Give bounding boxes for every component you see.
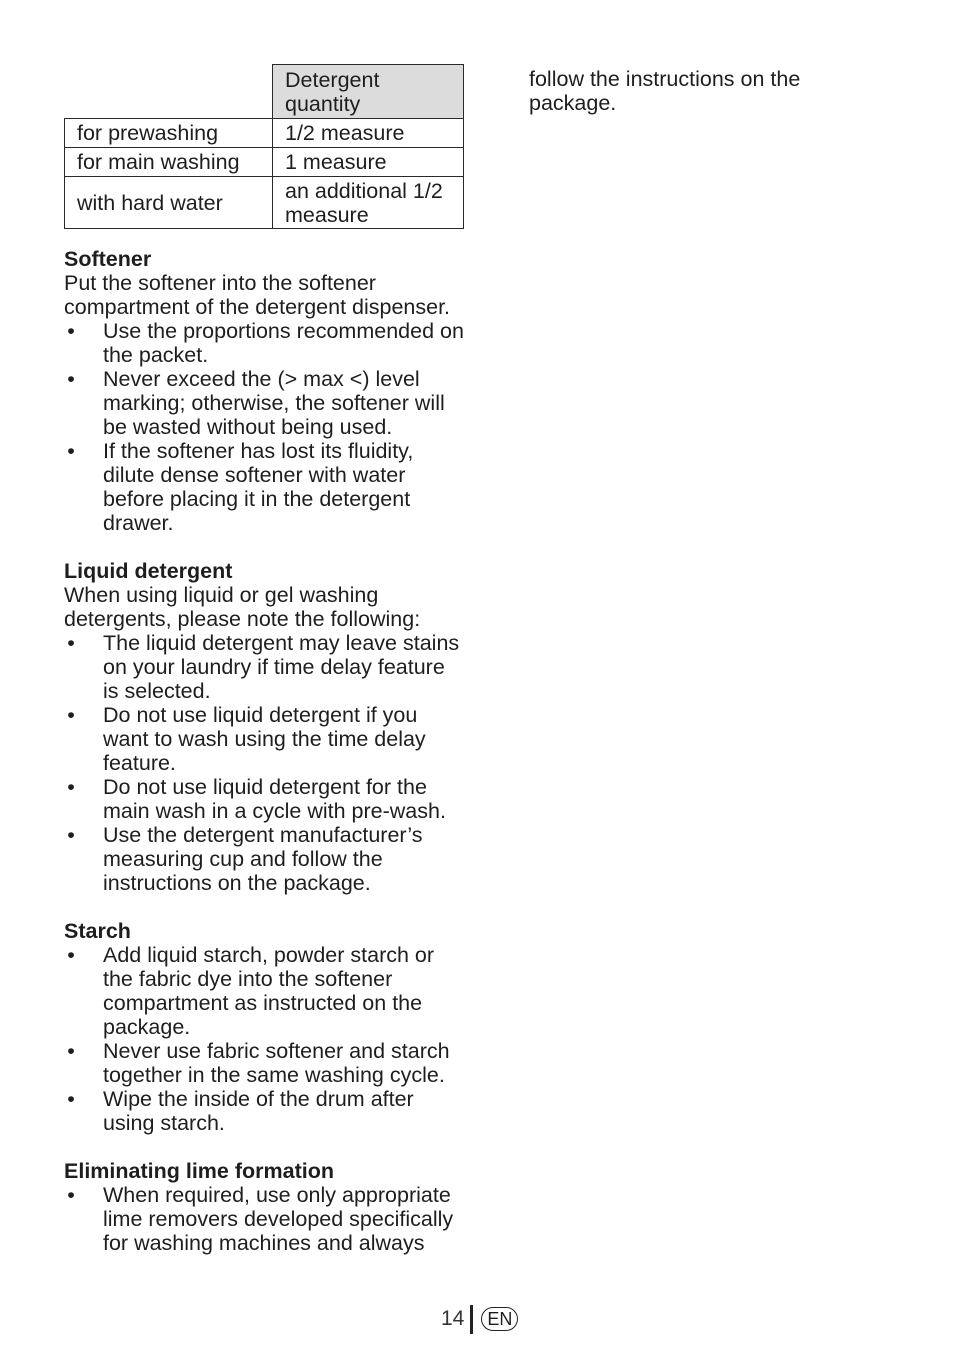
table-header-cell: Detergent quantity xyxy=(273,65,464,119)
table-row xyxy=(65,148,464,177)
table-header-row xyxy=(65,65,464,119)
table-row xyxy=(65,119,464,148)
table-row xyxy=(65,177,464,229)
list-item xyxy=(64,631,464,703)
footer-divider xyxy=(470,1305,473,1334)
list-item-text: Do not use liquid detergent if you want to wash using the time delay feature. xyxy=(103,703,426,775)
bullet-icon: • xyxy=(67,943,75,967)
table-row-label: for prewashing xyxy=(65,119,273,148)
softener-heading: Softener xyxy=(64,247,152,271)
list-item xyxy=(64,823,464,895)
list-item-text: Wipe the inside of the drum after using starch. xyxy=(103,1087,414,1135)
liquid-detergent-heading: Liquid detergent xyxy=(64,559,233,583)
list-item-text: Use the proportions recommended on the packet. xyxy=(103,319,464,367)
softener-section xyxy=(64,247,464,535)
table-empty-corner xyxy=(65,65,273,119)
starch-heading: Starch xyxy=(64,919,131,943)
liquid-detergent-section xyxy=(64,559,464,895)
bullet-icon: • xyxy=(67,1183,75,1207)
list-item xyxy=(64,775,464,823)
table-row-value: 1/2 measure xyxy=(273,119,464,148)
table-row-value: an additional 1/2 measure xyxy=(273,177,464,229)
list-item-text: If the softener has lost its fluidity, dilute dense softener with water before placing it in the detergent drawer. xyxy=(103,439,414,535)
bullet-icon: • xyxy=(67,775,75,799)
list-item-text: Do not use liquid detergent for the main wash in a cycle with pre-wash. xyxy=(103,775,446,823)
list-item-text: When required, use only appropriate lime removers developed specifically for washing machines and always xyxy=(103,1183,454,1255)
left-column xyxy=(64,64,464,1255)
list-item-text: The liquid detergent may leave stains on your laundry if time delay feature is selected. xyxy=(103,631,460,703)
list-item xyxy=(64,703,464,775)
detergent-quantity-table xyxy=(64,64,464,229)
right-column xyxy=(529,67,869,115)
bullet-icon: • xyxy=(67,1039,75,1063)
list-item xyxy=(64,319,464,367)
softener-intro: Put the softener into the softener compartment of the detergent dispenser. xyxy=(64,271,451,319)
list-item xyxy=(64,1087,464,1135)
bullet-icon: • xyxy=(67,631,75,655)
list-item xyxy=(64,1039,464,1087)
table-row-value: 1 measure xyxy=(273,148,464,177)
page-number: 14 xyxy=(441,1307,465,1330)
list-item xyxy=(64,1183,464,1255)
list-item xyxy=(64,439,464,535)
lime-section xyxy=(64,1159,464,1255)
list-item-text: Use the detergent manufacturer’s measuring cup and follow the instructions on the package. xyxy=(103,823,423,895)
language-badge: EN xyxy=(481,1307,518,1331)
bullet-icon: • xyxy=(67,823,75,847)
continuation-text: follow the instructions on the package. xyxy=(529,67,801,115)
lime-list xyxy=(64,1183,464,1255)
bullet-icon: • xyxy=(67,439,75,463)
lime-heading: Eliminating lime formation xyxy=(64,1159,334,1183)
starch-section xyxy=(64,919,464,1135)
list-item xyxy=(64,367,464,439)
bullet-icon: • xyxy=(67,367,75,391)
liquid-detergent-list xyxy=(64,631,464,895)
softener-list xyxy=(64,319,464,535)
list-item-text: Never exceed the (> max <) level marking; otherwise, the softener will be wasted without being used. xyxy=(103,367,445,439)
page-footer xyxy=(441,1305,518,1333)
bullet-icon: • xyxy=(67,1087,75,1111)
bullet-icon: • xyxy=(67,703,75,727)
liquid-detergent-intro: When using liquid or gel washing detergents, please note the following: xyxy=(64,583,421,631)
bullet-icon: • xyxy=(67,319,75,343)
table-row-label: for main washing xyxy=(65,148,273,177)
list-item xyxy=(64,943,464,1039)
starch-list xyxy=(64,943,464,1135)
table-row-label: with hard water xyxy=(65,177,273,229)
list-item-text: Never use fabric softener and starch together in the same washing cycle. xyxy=(103,1039,450,1087)
list-item-text: Add liquid starch, powder starch or the fabric dye into the softener compartment as instructed on the package. xyxy=(103,943,435,1039)
